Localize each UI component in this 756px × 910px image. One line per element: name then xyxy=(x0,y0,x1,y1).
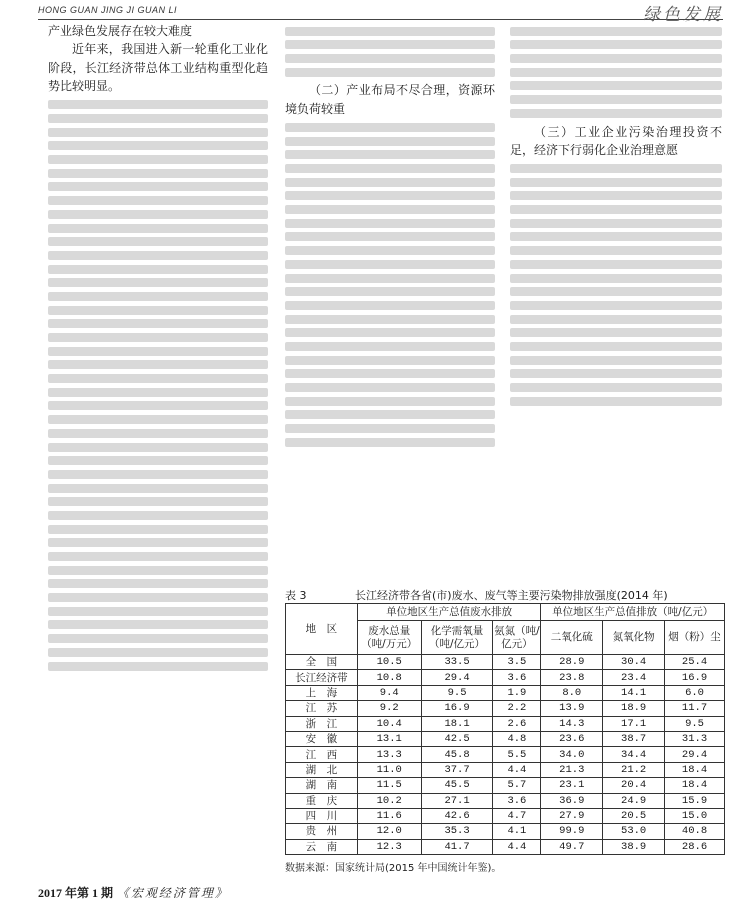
region-cell: 云 南 xyxy=(286,839,358,854)
header-cod: 化学需氧量（吨/亿元） xyxy=(421,621,493,655)
text-line-placeholder xyxy=(285,383,495,392)
text-line-placeholder xyxy=(48,538,268,547)
region-cell: 安 徽 xyxy=(286,731,358,746)
value-cell: 23.8 xyxy=(541,670,603,685)
value-cell: 13.3 xyxy=(357,747,421,762)
column-3-unreadable-text-bottom xyxy=(510,164,722,406)
emissions-intensity-table xyxy=(285,603,725,855)
text-line-placeholder xyxy=(48,456,268,465)
text-line-placeholder xyxy=(48,347,268,356)
value-cell: 3.6 xyxy=(493,793,541,808)
value-cell: 18.9 xyxy=(603,701,665,716)
table-row xyxy=(286,747,725,762)
value-cell: 27.1 xyxy=(421,793,493,808)
issue-number: 2017 年第 1 期 xyxy=(38,886,114,900)
text-line-placeholder xyxy=(510,369,722,378)
value-cell: 30.4 xyxy=(603,655,665,670)
table-row xyxy=(286,762,725,777)
text-line-placeholder xyxy=(285,205,495,214)
value-cell: 99.9 xyxy=(541,824,603,839)
table-row xyxy=(286,793,725,808)
region-cell: 浙 江 xyxy=(286,716,358,731)
region-cell: 全 国 xyxy=(286,655,358,670)
text-line-placeholder xyxy=(510,191,722,200)
value-cell: 53.0 xyxy=(603,824,665,839)
value-cell: 21.2 xyxy=(603,762,665,777)
value-cell: 40.8 xyxy=(665,824,725,839)
region-cell: 江 西 xyxy=(286,747,358,762)
value-cell: 1.9 xyxy=(493,685,541,700)
text-line-placeholder xyxy=(48,443,268,452)
text-line-placeholder xyxy=(285,328,495,337)
value-cell: 23.6 xyxy=(541,731,603,746)
value-cell: 16.9 xyxy=(665,670,725,685)
text-line-placeholder xyxy=(285,410,495,419)
table-row xyxy=(286,778,725,793)
region-cell: 长江经济带 xyxy=(286,670,358,685)
value-cell: 20.4 xyxy=(603,778,665,793)
value-cell: 8.0 xyxy=(541,685,603,700)
text-line-placeholder xyxy=(285,232,495,241)
text-line-placeholder xyxy=(510,260,722,269)
text-line-placeholder xyxy=(48,648,268,657)
value-cell: 5.7 xyxy=(493,778,541,793)
value-cell: 10.2 xyxy=(357,793,421,808)
region-cell: 四 川 xyxy=(286,808,358,823)
text-line-placeholder xyxy=(510,301,722,310)
text-line-placeholder xyxy=(510,219,722,228)
page-footer xyxy=(38,884,229,901)
value-cell: 42.5 xyxy=(421,731,493,746)
header-group-air: 单位地区生产总值排放（吨/亿元） xyxy=(541,604,725,621)
value-cell: 10.4 xyxy=(357,716,421,731)
table-source-note: 数据来源：国家统计局(2015 年中国统计年鉴)。 xyxy=(285,863,502,875)
value-cell: 29.4 xyxy=(421,670,493,685)
text-line-placeholder xyxy=(48,484,268,493)
text-line-placeholder xyxy=(48,278,268,287)
header-ammonia: 氨氮（吨/亿元） xyxy=(493,621,541,655)
value-cell: 35.3 xyxy=(421,824,493,839)
text-line-placeholder xyxy=(285,178,495,187)
text-line-placeholder xyxy=(285,54,495,63)
table-row xyxy=(286,685,725,700)
text-line-placeholder xyxy=(285,27,495,36)
column-1-paragraph-start: 近年来，我国进入新一轮重化工业化阶段，长江经济带总体工业结构重型化趋势比较明显。 xyxy=(48,42,268,94)
text-line-placeholder xyxy=(510,164,722,173)
text-line-placeholder xyxy=(48,333,268,342)
text-line-placeholder xyxy=(285,274,495,283)
text-line-placeholder xyxy=(48,525,268,534)
value-cell: 9.5 xyxy=(421,685,493,700)
value-cell: 18.1 xyxy=(421,716,493,731)
value-cell: 3.6 xyxy=(493,670,541,685)
value-cell: 31.3 xyxy=(665,731,725,746)
text-line-placeholder xyxy=(510,287,722,296)
table-row xyxy=(286,716,725,731)
table-row xyxy=(286,701,725,716)
value-cell: 21.3 xyxy=(541,762,603,777)
value-cell: 23.4 xyxy=(603,670,665,685)
journal-name-cn: 《宏观经济管理》 xyxy=(116,886,229,900)
text-line-placeholder xyxy=(285,219,495,228)
text-line-placeholder xyxy=(48,620,268,629)
value-cell: 4.4 xyxy=(493,762,541,777)
text-line-placeholder xyxy=(48,497,268,506)
region-cell: 贵 州 xyxy=(286,824,358,839)
text-line-placeholder xyxy=(285,424,495,433)
header-so2: 二氧化硫 xyxy=(541,621,603,655)
text-line-placeholder xyxy=(48,155,268,164)
value-cell: 3.5 xyxy=(493,655,541,670)
text-line-placeholder xyxy=(510,232,722,241)
table-body xyxy=(286,655,725,855)
text-line-placeholder xyxy=(48,319,268,328)
text-line-placeholder xyxy=(285,123,495,132)
text-line-placeholder xyxy=(510,274,722,283)
value-cell: 4.1 xyxy=(493,824,541,839)
text-line-placeholder xyxy=(48,511,268,520)
text-line-placeholder xyxy=(510,54,722,63)
value-cell: 34.0 xyxy=(541,747,603,762)
text-column-2 xyxy=(285,22,495,451)
header-region: 地 区 xyxy=(286,604,358,655)
value-cell: 14.1 xyxy=(603,685,665,700)
text-line-placeholder xyxy=(510,328,722,337)
column-2-unreadable-text-top xyxy=(285,27,495,77)
text-line-placeholder xyxy=(510,397,722,406)
value-cell: 4.4 xyxy=(493,839,541,854)
text-line-placeholder xyxy=(285,164,495,173)
value-cell: 12.0 xyxy=(357,824,421,839)
text-line-placeholder xyxy=(48,182,268,191)
value-cell: 41.7 xyxy=(421,839,493,854)
text-line-placeholder xyxy=(285,301,495,310)
text-line-placeholder xyxy=(48,579,268,588)
text-line-placeholder xyxy=(48,251,268,260)
text-line-placeholder xyxy=(285,68,495,77)
header-wastewater: 废水总量（吨/万元） xyxy=(357,621,421,655)
value-cell: 20.5 xyxy=(603,808,665,823)
table-caption xyxy=(285,585,725,603)
region-cell: 湖 南 xyxy=(286,778,358,793)
section-heading-2: （二）产业布局不尽合理，资源环境负荷较重 xyxy=(285,83,495,116)
value-cell: 18.4 xyxy=(665,762,725,777)
table-row xyxy=(286,824,725,839)
value-cell: 13.9 xyxy=(541,701,603,716)
region-cell: 湖 北 xyxy=(286,762,358,777)
value-cell: 13.1 xyxy=(357,731,421,746)
text-line-placeholder xyxy=(48,374,268,383)
text-line-placeholder xyxy=(285,356,495,365)
value-cell: 28.9 xyxy=(541,655,603,670)
text-line-placeholder xyxy=(510,178,722,187)
value-cell: 14.3 xyxy=(541,716,603,731)
text-line-placeholder xyxy=(285,287,495,296)
table-row xyxy=(286,808,725,823)
table-row xyxy=(286,731,725,746)
value-cell: 6.0 xyxy=(665,685,725,700)
value-cell: 33.5 xyxy=(421,655,493,670)
text-line-placeholder xyxy=(48,401,268,410)
text-line-placeholder xyxy=(510,68,722,77)
value-cell: 15.0 xyxy=(665,808,725,823)
column-1-unreadable-text xyxy=(48,100,268,670)
text-line-placeholder xyxy=(48,607,268,616)
value-cell: 10.5 xyxy=(357,655,421,670)
region-cell: 上 海 xyxy=(286,685,358,700)
text-line-placeholder xyxy=(48,415,268,424)
header-group-water: 单位地区生产总值废水排放 xyxy=(357,604,541,621)
text-line-placeholder xyxy=(285,191,495,200)
region-cell: 重 庆 xyxy=(286,793,358,808)
value-cell: 36.9 xyxy=(541,793,603,808)
text-line-placeholder xyxy=(285,369,495,378)
text-line-placeholder xyxy=(48,552,268,561)
text-line-placeholder xyxy=(48,210,268,219)
text-line-placeholder xyxy=(48,128,268,137)
text-line-placeholder xyxy=(48,292,268,301)
value-cell: 45.5 xyxy=(421,778,493,793)
region-cell: 江 苏 xyxy=(286,701,358,716)
text-line-placeholder xyxy=(48,470,268,479)
text-line-placeholder xyxy=(510,27,722,36)
text-line-placeholder xyxy=(285,150,495,159)
text-line-placeholder xyxy=(285,246,495,255)
header-nox: 氮氧化物 xyxy=(603,621,665,655)
text-line-placeholder xyxy=(48,593,268,602)
value-cell: 15.9 xyxy=(665,793,725,808)
text-line-placeholder xyxy=(48,100,268,109)
value-cell: 29.4 xyxy=(665,747,725,762)
value-cell: 4.8 xyxy=(493,731,541,746)
value-cell: 12.3 xyxy=(357,839,421,854)
value-cell: 18.4 xyxy=(665,778,725,793)
value-cell: 37.7 xyxy=(421,762,493,777)
value-cell: 38.9 xyxy=(603,839,665,854)
text-line-placeholder xyxy=(510,109,722,118)
value-cell: 23.1 xyxy=(541,778,603,793)
table-row xyxy=(286,839,725,854)
table-title: 长江经济带各省(市)废水、废气等主要污染物排放强度(2014 年) xyxy=(355,589,668,602)
text-line-placeholder xyxy=(285,342,495,351)
text-line-placeholder xyxy=(48,634,268,643)
value-cell: 11.5 xyxy=(357,778,421,793)
text-line-placeholder xyxy=(48,265,268,274)
value-cell: 11.0 xyxy=(357,762,421,777)
text-line-placeholder xyxy=(285,260,495,269)
text-line-placeholder xyxy=(285,137,495,146)
value-cell: 2.2 xyxy=(493,701,541,716)
text-line-placeholder xyxy=(48,360,268,369)
value-cell: 16.9 xyxy=(421,701,493,716)
text-line-placeholder xyxy=(285,397,495,406)
table-number: 表 3 xyxy=(285,589,307,602)
text-line-placeholder xyxy=(510,40,722,49)
text-line-placeholder xyxy=(285,315,495,324)
table-3 xyxy=(285,585,725,874)
text-line-placeholder xyxy=(510,205,722,214)
value-cell: 9.4 xyxy=(357,685,421,700)
running-header xyxy=(38,4,723,25)
value-cell: 24.9 xyxy=(603,793,665,808)
value-cell: 25.4 xyxy=(665,655,725,670)
journal-name-en: HONG GUAN JING JI GUAN LI xyxy=(38,5,178,15)
text-line-placeholder xyxy=(285,40,495,49)
header-dust: 烟（粉）尘 xyxy=(665,621,725,655)
value-cell: 2.6 xyxy=(493,716,541,731)
value-cell: 28.6 xyxy=(665,839,725,854)
text-line-placeholder xyxy=(510,246,722,255)
text-line-placeholder xyxy=(48,429,268,438)
text-line-placeholder xyxy=(48,224,268,233)
value-cell: 11.6 xyxy=(357,808,421,823)
text-line-placeholder xyxy=(48,662,268,671)
text-line-placeholder xyxy=(48,566,268,575)
value-cell: 9.5 xyxy=(665,716,725,731)
text-line-placeholder xyxy=(48,237,268,246)
text-line-placeholder xyxy=(510,95,722,104)
section-heading-3: （三）工业企业污染治理投资不足，经济下行弱化企业治理意愿 xyxy=(510,124,722,157)
text-line-placeholder xyxy=(285,438,495,447)
value-cell: 34.4 xyxy=(603,747,665,762)
value-cell: 49.7 xyxy=(541,839,603,854)
text-line-placeholder xyxy=(510,315,722,324)
value-cell: 11.7 xyxy=(665,701,725,716)
text-line-placeholder xyxy=(510,342,722,351)
text-line-placeholder xyxy=(48,169,268,178)
value-cell: 17.1 xyxy=(603,716,665,731)
text-line-placeholder xyxy=(48,141,268,150)
value-cell: 9.2 xyxy=(357,701,421,716)
text-line-placeholder xyxy=(48,196,268,205)
section-name: 绿色发展 xyxy=(643,5,723,25)
text-column-3 xyxy=(510,22,722,410)
text-column-1 xyxy=(48,22,268,675)
table-row xyxy=(286,655,725,670)
text-line-placeholder xyxy=(48,306,268,315)
text-line-placeholder xyxy=(510,81,722,90)
value-cell: 5.5 xyxy=(493,747,541,762)
value-cell: 10.8 xyxy=(357,670,421,685)
value-cell: 42.6 xyxy=(421,808,493,823)
text-line-placeholder xyxy=(48,114,268,123)
text-line-placeholder xyxy=(510,383,722,392)
text-line-placeholder xyxy=(48,388,268,397)
value-cell: 45.8 xyxy=(421,747,493,762)
text-line-placeholder xyxy=(510,356,722,365)
value-cell: 4.7 xyxy=(493,808,541,823)
table-row xyxy=(286,670,725,685)
value-cell: 38.7 xyxy=(603,731,665,746)
column-1-first-line: 产业绿色发展存在较大难度 xyxy=(48,24,193,38)
column-2-unreadable-text-bottom xyxy=(285,123,495,447)
value-cell: 27.9 xyxy=(541,808,603,823)
column-3-unreadable-text-top xyxy=(510,27,722,118)
